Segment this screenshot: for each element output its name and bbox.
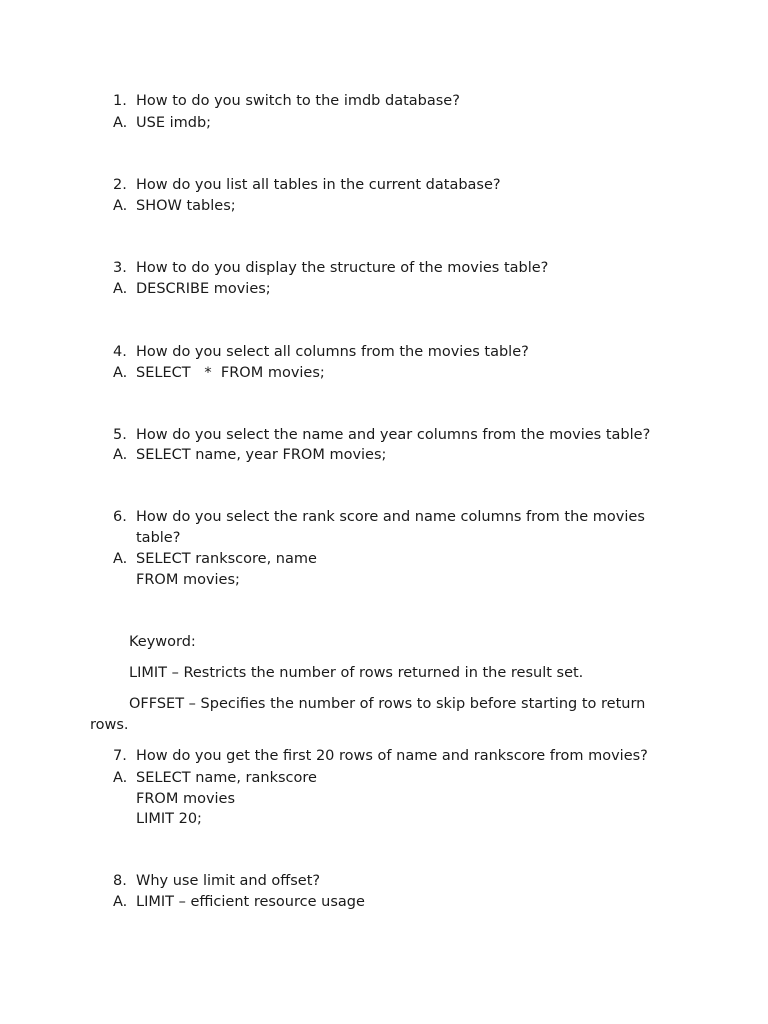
item-number: 6. (113, 509, 127, 525)
item-number: 3. (113, 260, 127, 276)
answer-marker: A. (113, 894, 128, 910)
answer-text-continued: FROM movies; (136, 572, 240, 588)
answer-marker: A. (113, 281, 128, 297)
question-text: Why use limit and offset? (136, 873, 321, 889)
answer-text-continued: FROM movies (136, 791, 236, 807)
question-text: How to do you display the structure of the movies table? (136, 260, 549, 276)
answer-text: USE imdb; (136, 115, 212, 131)
offset-definition: OFFSET – Specifies the number of rows to skip before starting to return (129, 696, 646, 712)
answer-text: SELECT rankscore, name (136, 551, 317, 567)
item-number: 7. (113, 748, 127, 764)
limit-definition: LIMIT – Restricts the number of rows returned in the result set. (129, 665, 584, 681)
item-number: 5. (113, 427, 127, 443)
answer-text: SHOW tables; (136, 198, 236, 214)
question-text: How do you get the first 20 rows of name and rankscore from movies? (136, 748, 648, 764)
question-text: How do you list all tables in the current database? (136, 177, 501, 193)
item-number: 8. (113, 873, 127, 889)
question-text: How do you select the name and year columns from the movies table? (136, 427, 651, 443)
keyword-heading: Keyword: (129, 634, 196, 650)
answer-text: SELECT name, year FROM movies; (136, 447, 387, 463)
answer-marker: A. (113, 365, 128, 381)
answer-text: DESCRIBE movies; (136, 281, 271, 297)
answer-text: LIMIT – efficient resource usage (136, 894, 365, 910)
question-text: How do you select all columns from the movies table? (136, 344, 529, 360)
question-text: How to do you switch to the imdb database? (136, 93, 460, 109)
question-text-continued: table? (136, 530, 181, 546)
answer-text-continued: LIMIT 20; (136, 811, 202, 827)
question-text: How do you select the rank score and name columns from the movies (136, 509, 645, 525)
answer-marker: A. (113, 770, 128, 786)
answer-text: SELECT * FROM movies; (136, 365, 325, 381)
item-number: 2. (113, 177, 127, 193)
offset-definition-continued: rows. (90, 717, 129, 733)
item-number: 1. (113, 93, 127, 109)
answer-marker: A. (113, 551, 128, 567)
answer-marker: A. (113, 115, 128, 131)
answer-text: SELECT name, rankscore (136, 770, 317, 786)
item-number: 4. (113, 344, 127, 360)
answer-marker: A. (113, 447, 128, 463)
answer-marker: A. (113, 198, 128, 214)
